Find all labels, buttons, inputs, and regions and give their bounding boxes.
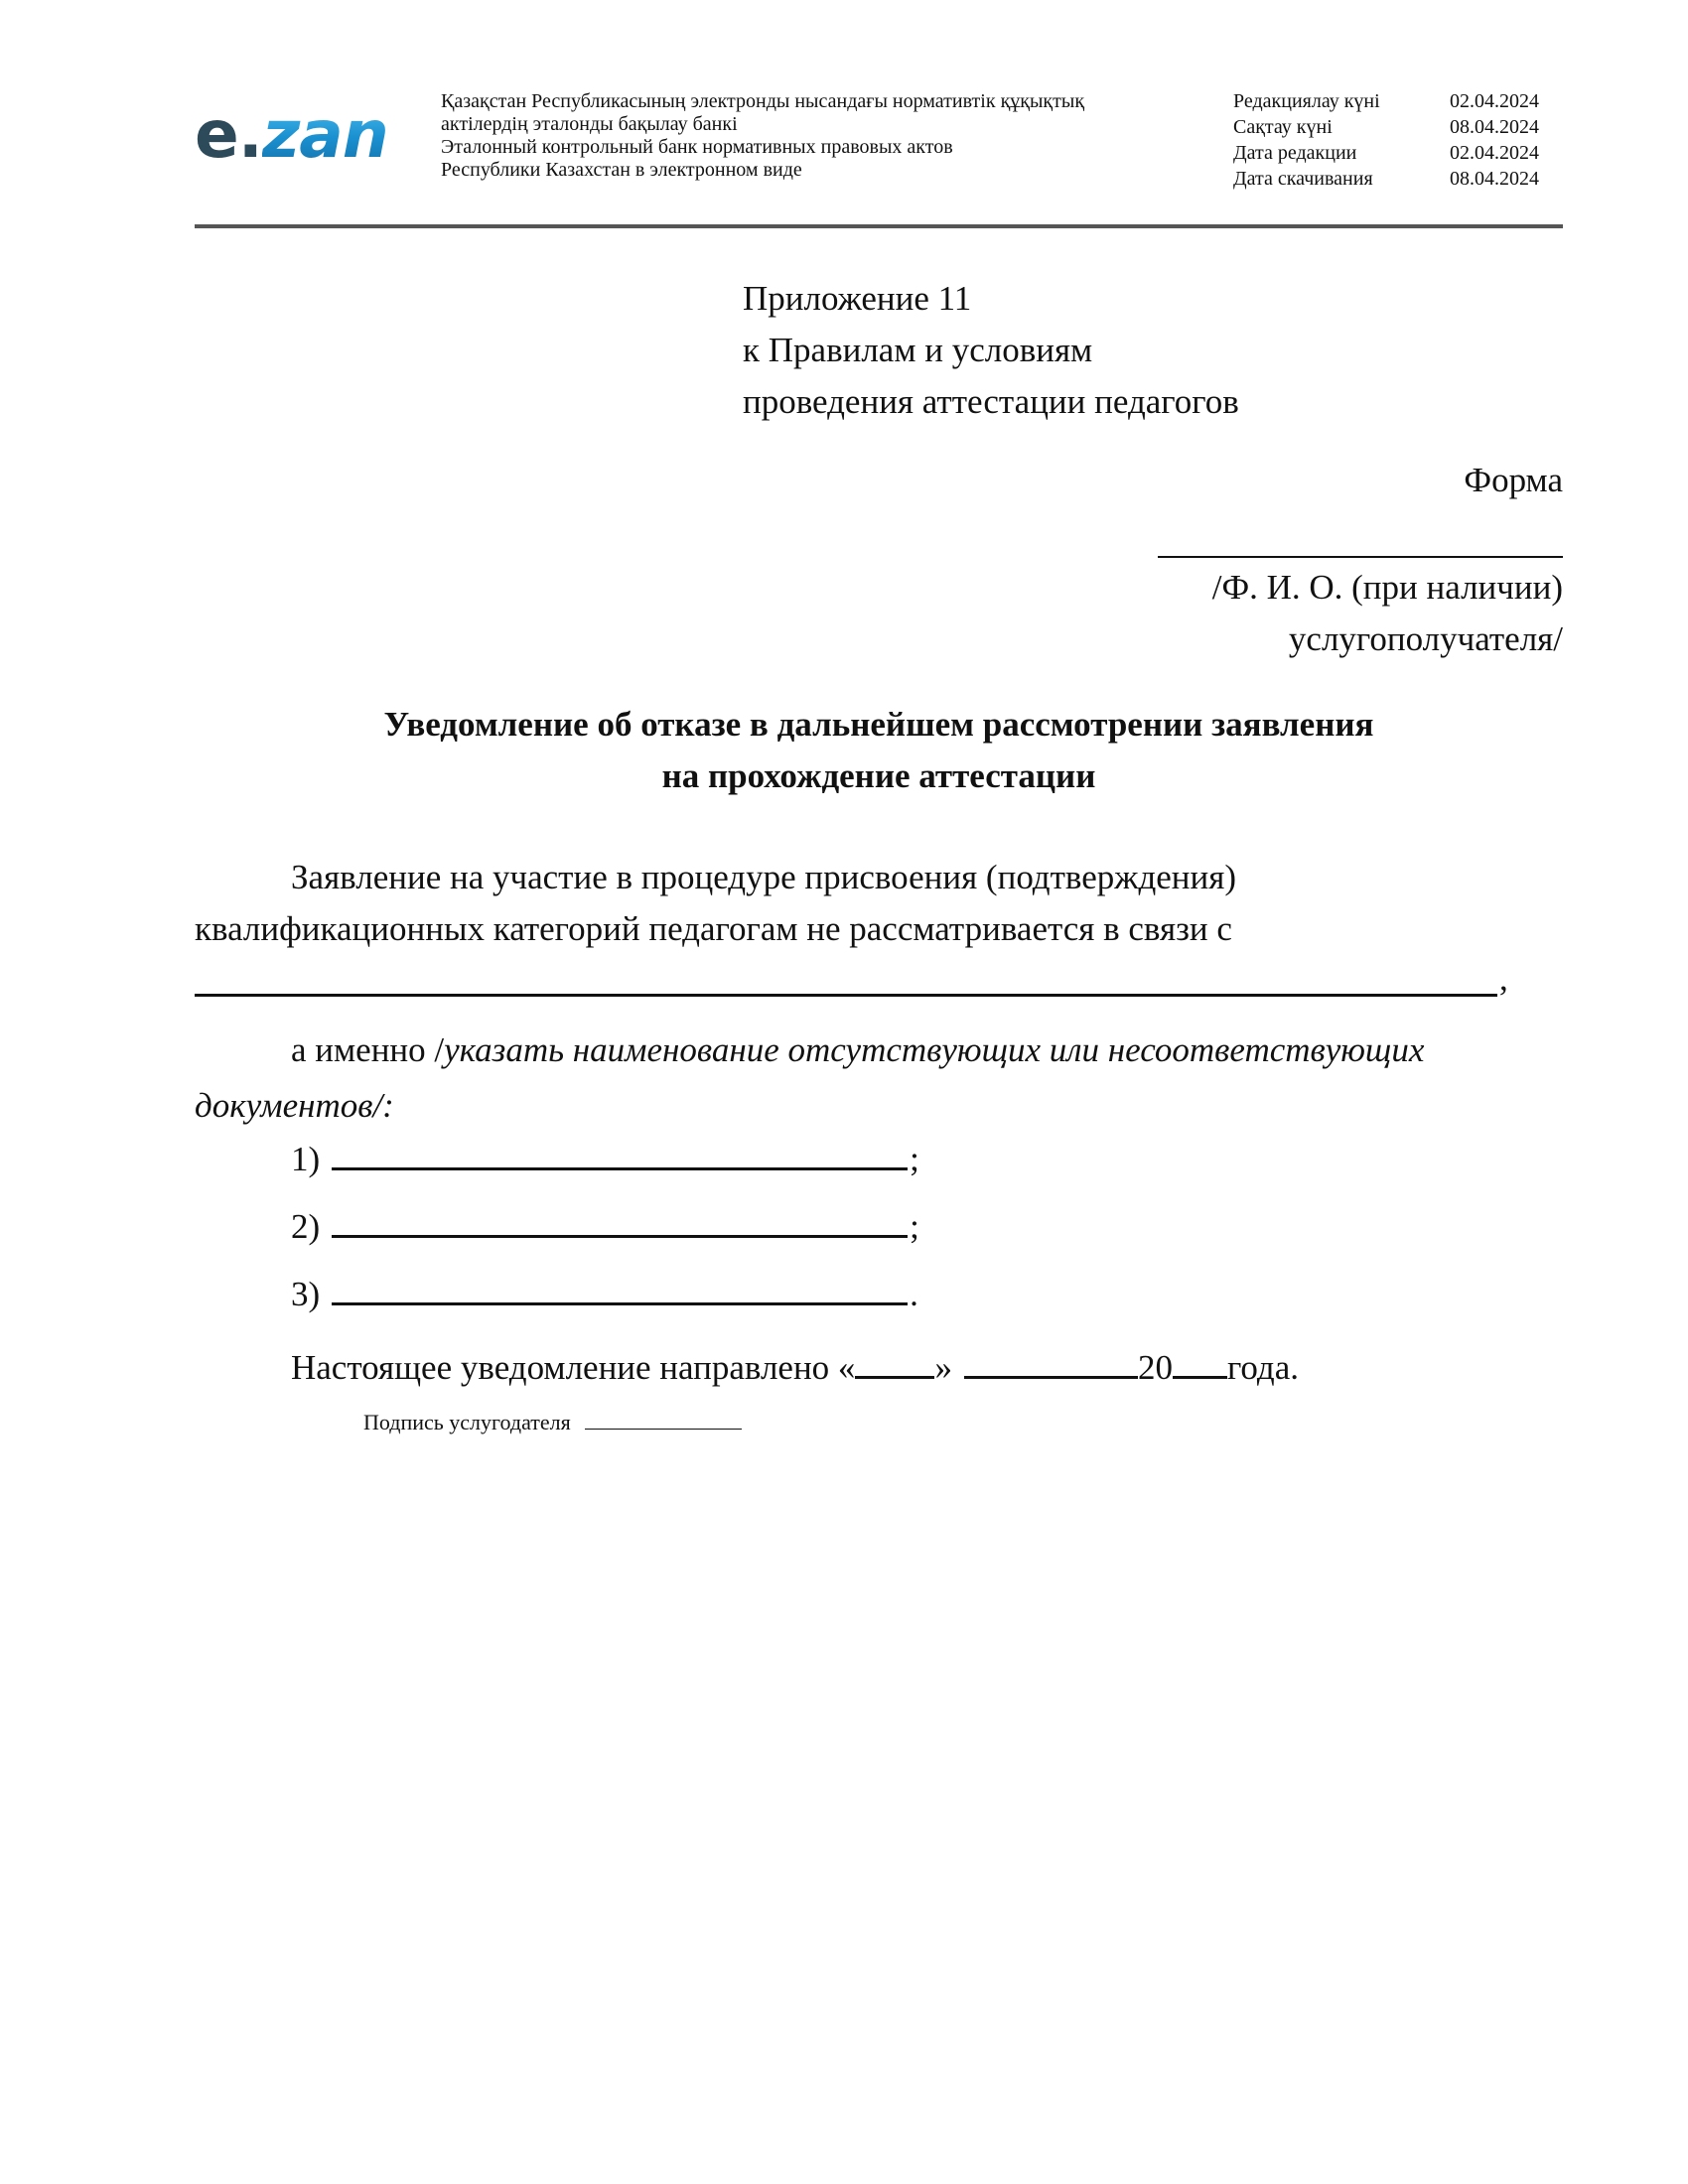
form-label: Форма xyxy=(1464,461,1563,499)
annex-line: к Правилам и условиям xyxy=(743,331,1093,369)
item-end: . xyxy=(910,1275,918,1313)
sent-text: Настоящее уведомление направлено « xyxy=(291,1348,856,1387)
year-prefix: 20 xyxy=(1137,1348,1173,1387)
meta-value: 08.04.2024 xyxy=(1450,168,1539,190)
logo-e: e xyxy=(195,96,238,173)
meta-row xyxy=(1233,166,1561,192)
annex-line: проведения аттестации педагогов xyxy=(743,382,1239,421)
header-divider xyxy=(195,224,1563,228)
title-line: на прохождение аттестации xyxy=(661,756,1096,795)
recipient-caption xyxy=(1212,562,1563,665)
document-item xyxy=(291,1269,918,1320)
bank-name-block xyxy=(441,90,1196,182)
bank-name-line: актілердің эталонды бақылау банкі xyxy=(441,113,738,135)
meta-row xyxy=(1233,140,1561,166)
namely-prefix: а именно / xyxy=(291,1030,445,1069)
document-title xyxy=(195,699,1563,802)
item-blank xyxy=(332,1205,908,1238)
bank-name-line: Эталонный контрольный банк нормативных правовых актов xyxy=(441,136,953,158)
bank-name-line: Республики Казахстан в электронном виде xyxy=(441,159,802,181)
signature-line xyxy=(363,1408,742,1437)
bank-name-line: Қазақстан Республикасының электронды нысандағы нормативтік құқықтық xyxy=(441,90,1085,112)
namely-line xyxy=(195,1023,1585,1078)
meta-value: 08.04.2024 xyxy=(1450,116,1539,138)
logo-dot: . xyxy=(237,96,262,173)
month-blank xyxy=(964,1346,1138,1379)
close-quote: » xyxy=(934,1348,952,1387)
paragraph-line: квалификационных категорий педагогам не рассматривается в связи с xyxy=(195,909,1232,948)
item-number: 1) xyxy=(291,1140,321,1178)
signature-label: Подпись услугодателя xyxy=(363,1410,571,1434)
edition-meta-block xyxy=(1233,88,1561,192)
annex-heading xyxy=(743,273,1557,428)
namely-instruction: указать наименование отсутствующих или несоответствующих xyxy=(444,1030,1425,1069)
day-blank xyxy=(855,1346,934,1379)
item-number: 3) xyxy=(291,1275,321,1313)
notice-paragraph xyxy=(195,852,1585,955)
item-number: 2) xyxy=(291,1207,321,1246)
reason-blank xyxy=(195,994,1497,997)
annex-line: Приложение 11 xyxy=(743,279,972,318)
meta-row xyxy=(1233,88,1561,114)
title-line: Уведомление об отказе в дальнейшем рассмотрении заявления xyxy=(383,705,1374,744)
meta-row xyxy=(1233,114,1561,140)
meta-value: 02.04.2024 xyxy=(1450,90,1539,112)
meta-label: Дата редакции xyxy=(1233,142,1357,164)
recipient-caption-line: услугополучателя/ xyxy=(1288,619,1563,658)
meta-value: 02.04.2024 xyxy=(1450,142,1539,164)
namely-instruction-end: документов/: xyxy=(195,1086,394,1125)
logo-zan: zan xyxy=(261,96,388,173)
item-end: ; xyxy=(910,1207,919,1246)
sent-notice xyxy=(291,1342,1299,1394)
namely-block xyxy=(195,1023,1585,1134)
meta-label: Редакциялау күні xyxy=(1233,90,1380,112)
recipient-name-blank xyxy=(1158,556,1563,558)
item-blank xyxy=(332,1273,908,1305)
document-item xyxy=(291,1134,919,1185)
year-blank xyxy=(1173,1346,1227,1379)
document-item xyxy=(291,1201,919,1253)
meta-label: Дата скачивания xyxy=(1233,168,1373,190)
ezan-logo xyxy=(195,95,393,175)
signature-blank xyxy=(585,1411,742,1430)
paragraph-line: Заявление на участие в процедуре присвоения (подтверждения) xyxy=(291,858,1237,896)
recipient-caption-line: /Ф. И. О. (при наличии) xyxy=(1211,568,1563,607)
sent-suffix: года. xyxy=(1226,1348,1300,1387)
item-end: ; xyxy=(910,1140,919,1178)
item-blank xyxy=(332,1138,908,1170)
reason-comma: , xyxy=(1499,959,1508,998)
meta-label: Сақтау күні xyxy=(1233,116,1333,138)
